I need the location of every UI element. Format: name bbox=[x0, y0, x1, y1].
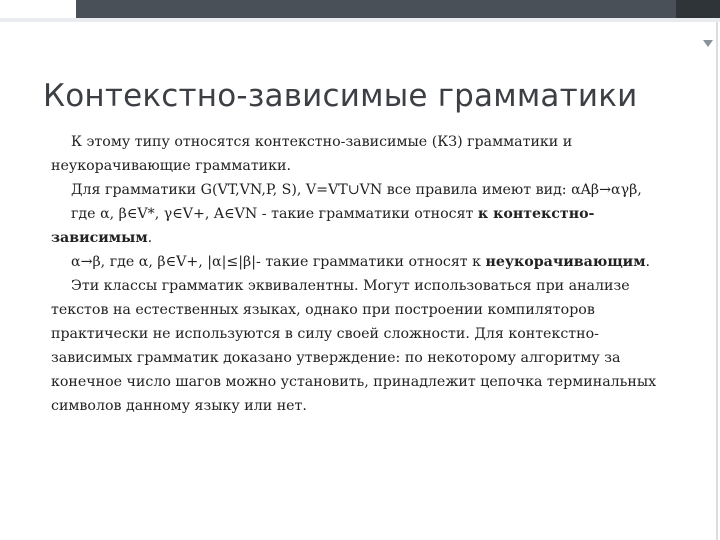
slide-title: Контекстно-зависимые грамматики bbox=[43, 78, 638, 114]
header-band-dark bbox=[76, 0, 676, 18]
paragraph-1: К этому типу относятся контекстно-зависимые (КЗ) грамматики и неукорачивающие грамматики. bbox=[51, 134, 573, 174]
header-band-gap bbox=[0, 18, 720, 22]
triangle-marker-icon bbox=[703, 40, 713, 47]
paragraph-4-end: . bbox=[645, 254, 651, 270]
paragraph-3-end: . bbox=[147, 230, 153, 246]
paragraph-3 bbox=[51, 202, 679, 250]
paragraph-4 bbox=[51, 250, 679, 274]
paragraph-2: Для грамматики G(VT,VN,P, S), V=VT∪VN все правила имеют вид: αAβ→αγβ, bbox=[71, 182, 642, 198]
paragraph-4-text: α→β, где α, β∈V+, |α|≤|β|- такие грамматики относят к bbox=[71, 254, 486, 270]
term-context-sensitive: к контекстно-зависимым bbox=[51, 206, 595, 246]
paragraph-5: Эти классы грамматик эквивалентны. Могут использоваться при анализе текстов на естественных языках, однако при построении компиляторов практически не используются в силу своей сложности. Для контекстно-зависимых грамматик доказано утверждение: по некоторому алгоритму за конечное число шагов можно установить, принадлежит цепочка терминальных символов данному языку или нет. bbox=[51, 278, 657, 414]
slide-body bbox=[51, 130, 679, 418]
paragraph-3-text: где α, β∈V*, γ∈V+, A∈VN - такие грамматики относят bbox=[71, 206, 478, 222]
term-non-shortening: неукорачивающим bbox=[485, 254, 646, 270]
side-rule bbox=[716, 22, 718, 540]
header-band-right bbox=[676, 0, 720, 18]
